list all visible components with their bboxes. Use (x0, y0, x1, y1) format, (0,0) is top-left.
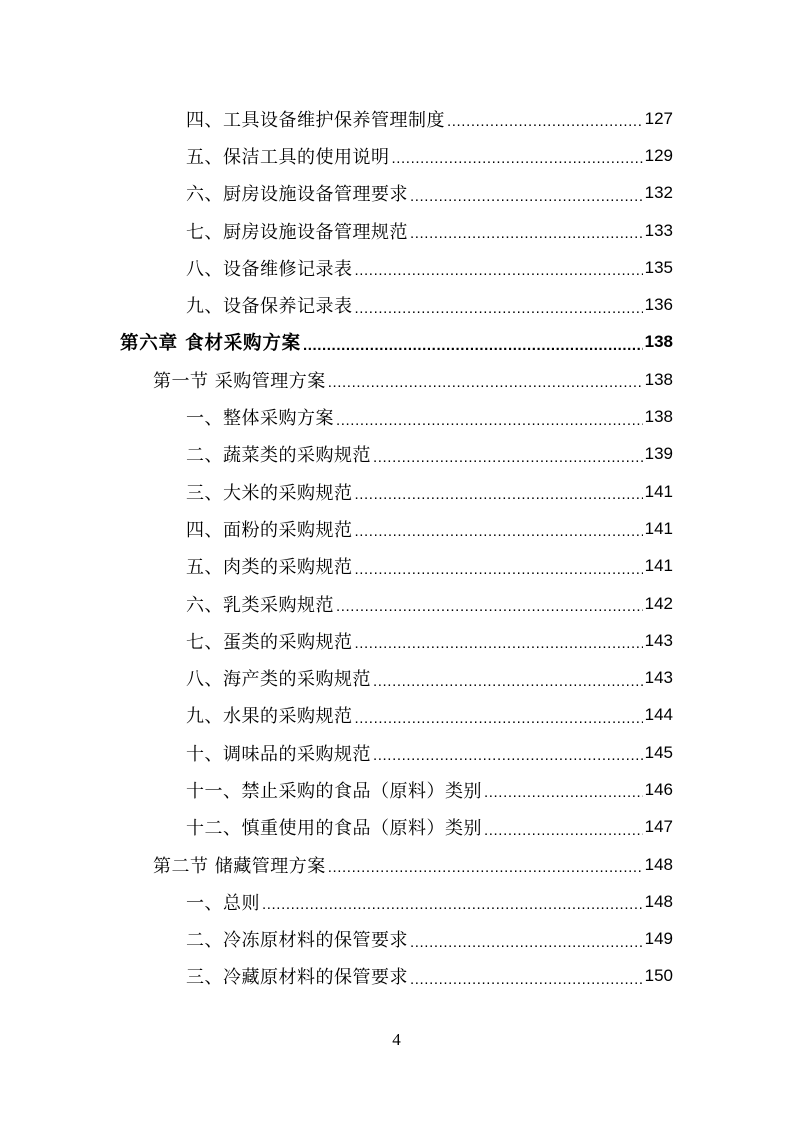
page-number: 4 (392, 1030, 401, 1049)
toc-entry-page: 150 (644, 966, 673, 986)
toc-entry-page: 143 (644, 630, 673, 650)
dot-leader (410, 929, 643, 950)
toc-entry-page: 139 (644, 444, 673, 464)
toc-entry[interactable] (0, 883, 793, 920)
toc-entry-title: 五、保洁工具的使用说明 (186, 146, 390, 168)
toc-entry-page: 133 (644, 220, 673, 240)
toc-entry-page: 145 (644, 742, 673, 762)
toc-entry-page: 147 (644, 817, 673, 837)
toc-entry[interactable] (0, 473, 793, 510)
dot-leader (484, 817, 643, 838)
dot-leader (355, 705, 643, 726)
toc-entry[interactable] (0, 249, 793, 286)
toc-entry[interactable] (0, 398, 793, 435)
dot-leader (336, 593, 643, 614)
toc-entry-title: 八、海产类的采购规范 (186, 669, 371, 691)
toc-entry-title: 五、肉类的采购规范 (186, 557, 353, 579)
dot-leader (373, 444, 643, 465)
dot-leader (355, 481, 643, 502)
toc-entry-title: 二、冷冻原材料的保管要求 (186, 930, 408, 952)
toc-entry[interactable] (0, 809, 793, 846)
toc-entry-title: 二、蔬菜类的采购规范 (186, 445, 371, 467)
toc-entry-page: 127 (644, 108, 673, 128)
toc-entry[interactable] (0, 697, 793, 734)
dot-leader (447, 108, 643, 129)
toc-entry[interactable] (0, 175, 793, 212)
dot-leader (410, 966, 643, 987)
toc-section-title: 第二节 储藏管理方案 (153, 855, 326, 877)
toc-entry-title: 三、大米的采购规范 (186, 482, 353, 504)
dot-leader (373, 742, 643, 763)
toc-entry-title: 四、工具设备维护保养管理制度 (186, 109, 445, 131)
toc-entry-page: 138 (644, 407, 673, 427)
dot-leader (355, 630, 643, 651)
toc-entry-title: 九、设备保养记录表 (186, 296, 353, 318)
toc-section-entry[interactable] (0, 846, 793, 883)
toc-entry[interactable] (0, 137, 793, 174)
toc-chapter-entry[interactable] (0, 324, 793, 361)
dot-leader (328, 369, 643, 390)
dot-leader (484, 779, 643, 800)
toc-entry-page: 141 (644, 481, 673, 501)
toc-entry-page: 141 (644, 518, 673, 538)
toc-chapter-title: 第六章 食材采购方案 (120, 333, 301, 355)
toc-entry-page: 143 (644, 668, 673, 688)
dot-leader (262, 891, 643, 912)
dot-leader (410, 220, 643, 241)
toc-entry[interactable] (0, 510, 793, 547)
toc-entry[interactable] (0, 921, 793, 958)
toc-entry-title: 一、整体采购方案 (186, 408, 334, 430)
toc-entry-page: 138 (644, 369, 673, 389)
dot-leader (303, 332, 643, 353)
toc-entry-title: 七、厨房设施设备管理规范 (186, 221, 408, 243)
toc-section-title: 第一节 采购管理方案 (153, 370, 326, 392)
toc-entry-page: 146 (644, 779, 673, 799)
dot-leader (336, 407, 643, 428)
toc-section-entry[interactable] (0, 361, 793, 398)
toc-entry[interactable] (0, 436, 793, 473)
toc-entry[interactable] (0, 585, 793, 622)
toc-entry[interactable] (0, 286, 793, 323)
toc-entry[interactable] (0, 734, 793, 771)
toc-entry[interactable] (0, 958, 793, 995)
toc-entry-title: 六、厨房设施设备管理要求 (186, 184, 408, 206)
dot-leader (355, 556, 643, 577)
toc-entry[interactable] (0, 212, 793, 249)
toc-entry-title: 七、蛋类的采购规范 (186, 631, 353, 653)
toc-entry[interactable] (0, 771, 793, 808)
dot-leader (355, 518, 643, 539)
toc-entry-title: 十一、禁止采购的食品（原料）类别 (186, 780, 482, 802)
dot-leader (392, 145, 643, 166)
toc-entry-page: 129 (644, 145, 673, 165)
toc-entry-page: 148 (644, 891, 673, 911)
toc-entry[interactable] (0, 100, 793, 137)
toc-entry-page: 141 (644, 556, 673, 576)
toc-entry-page: 136 (644, 295, 673, 315)
dot-leader (410, 183, 643, 204)
toc-entry[interactable] (0, 548, 793, 585)
toc-entry-title: 六、乳类采购规范 (186, 594, 334, 616)
toc-entry-title: 九、水果的采购规范 (186, 706, 353, 728)
toc-entry-page: 138 (644, 332, 673, 352)
toc-entry-page: 135 (644, 257, 673, 277)
toc-entry-page: 148 (644, 854, 673, 874)
toc-entry-title: 十、调味品的采购规范 (186, 743, 371, 765)
toc-entry-page: 132 (644, 183, 673, 203)
dot-leader (355, 295, 643, 316)
toc-entry-page: 144 (644, 705, 673, 725)
toc-entry[interactable] (0, 622, 793, 659)
toc-entry-title: 八、设备维修记录表 (186, 258, 353, 280)
dot-leader (328, 854, 643, 875)
toc-entry[interactable] (0, 659, 793, 696)
dot-leader (355, 257, 643, 278)
toc-entry-title: 十二、慎重使用的食品（原料）类别 (186, 818, 482, 840)
toc-entry-page: 149 (644, 929, 673, 949)
toc-entry-title: 三、冷藏原材料的保管要求 (186, 967, 408, 989)
toc-entry-title: 四、面粉的采购规范 (186, 519, 353, 541)
table-of-contents (0, 100, 793, 995)
toc-entry-page: 142 (644, 593, 673, 613)
dot-leader (373, 668, 643, 689)
toc-entry-title: 一、总则 (186, 892, 260, 914)
